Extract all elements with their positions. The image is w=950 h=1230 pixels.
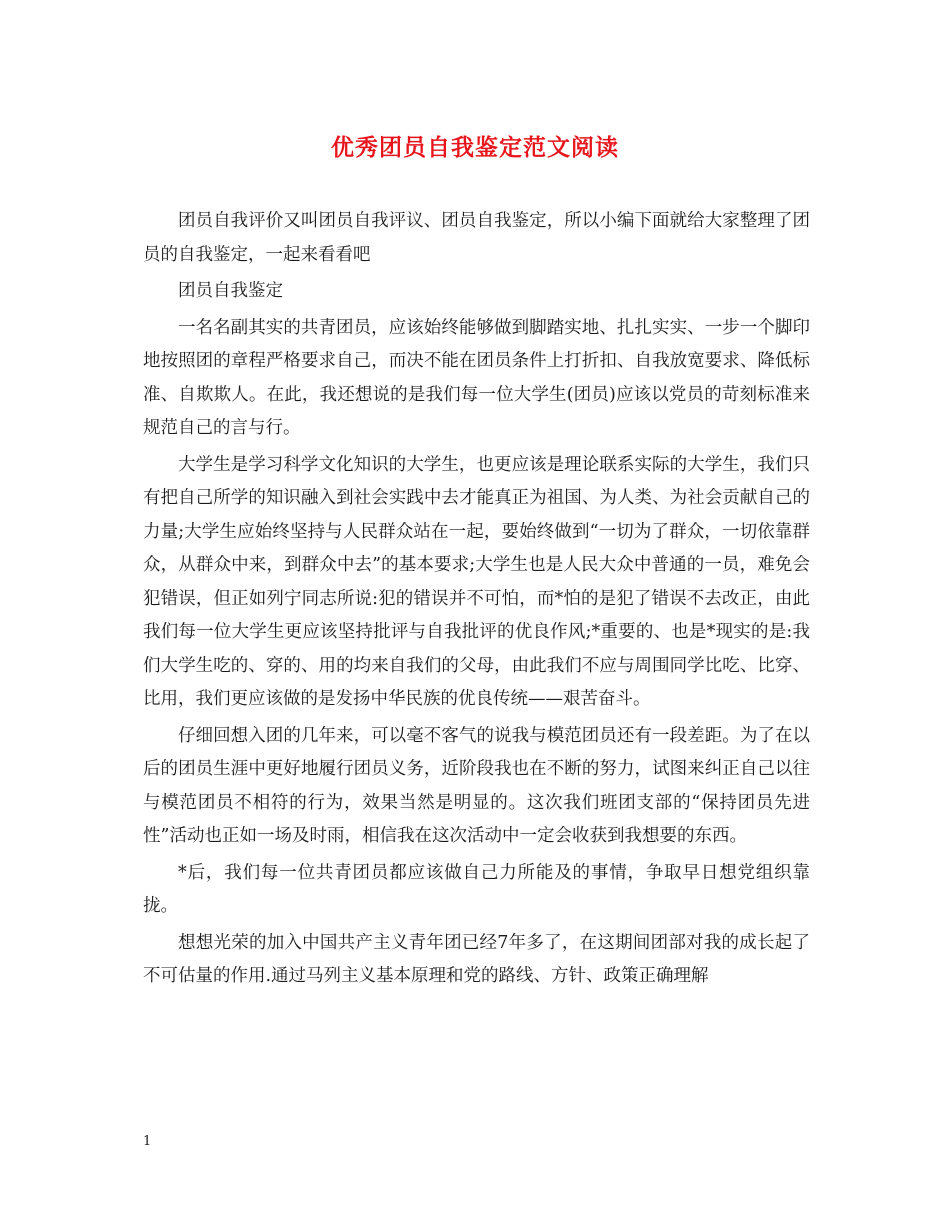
document-title: 优秀团员自我鉴定范文阅读	[331, 134, 619, 161]
paragraph-intro: 团员自我评价又叫团员自我评议、团员自我鉴定，所以小编下面就给大家整理了团员的自我鉴定，一起来看看吧	[143, 211, 810, 265]
paragraph-1: 一名名副其实的共青团员，应该始终能够做到脚踏实地、扎扎实实、一步一个脚印地按照团的章程严格要求自己，而决不能在团员条件上打折扣、自我放宽要求、降低标准、自欺欺人。在此，我还想说的是我们每一位大学生(团员)应该以党员的苛刻标准来规范自己的言与行。	[143, 317, 810, 438]
paragraph-5: 想想光荣的加入中国共产主义青年团已经7年多了，在这期间团部对我的成长起了不可估量的作用.通过马列主义基本原理和党的路线、方针、政策正确理解	[143, 932, 810, 986]
page-number: 1	[143, 1134, 152, 1149]
paragraph-heading: 团员自我鉴定	[178, 281, 283, 301]
document-body	[143, 205, 810, 997]
paragraph-3: 仔细回想入团的几年来，可以毫不客气的说我与模范团员还有一段差距。为了在以后的团员生涯中更好地履行团员义务，近阶段我也在不断的努力，试图来纠正自己以往与模范团员不相符的行为，效果当然是明显的。这次我们班团支部的“保持团员先进性”活动也正如一场及时雨，相信我在这次活动中一定会收获到我想要的东西。	[143, 725, 810, 846]
paragraph-2: 大学生是学习科学文化知识的大学生，也更应该是理论联系实际的大学生，我们只有把自己所学的知识融入到社会实践中去才能真正为祖国、为人类、为社会贡献自己的力量;大学生应始终坚持与人民群众站在一起，要始终做到“一切为了群众，一切依靠群众，从群众中来，到群众中去”的基本要求;大学生也是人民大众中普通的一员，难免会犯错误，但正如列宁同志所说:犯的错误并不可怕，而*怕的是犯了错误不去改正，由此我们每一位大学生更应该坚持批评与自我批评的优良作风;*重要的、也是*现实的是:我们大学生吃的、穿的、用的均来自我们的父母，由此我们不应与周围同学比吃、比穿、比用，我们更应该做的是发扬中华民族的优良传统——艰苦奋斗。	[143, 454, 810, 709]
paragraph-4: *后，我们每一位共青团员都应该做自己力所能及的事情，争取早日想党组织靠拢。	[143, 862, 810, 916]
